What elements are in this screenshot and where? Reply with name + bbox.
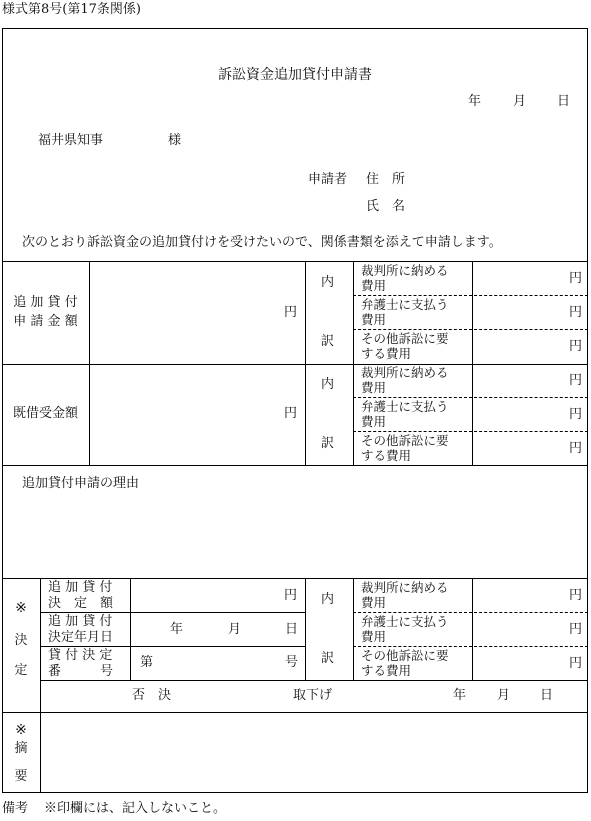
- section1-item1-yen: 円: [569, 271, 583, 286]
- addressee-honorific: 様: [168, 133, 182, 148]
- section2-item2-line2: 費用: [361, 414, 387, 429]
- section2-item3-line2: する費用: [361, 448, 412, 463]
- section1-label-line2: 申 請 金 額: [13, 314, 78, 329]
- section2-item3-line1: その他訴訟に要: [361, 433, 449, 448]
- footer-note: ※印欄には、記入しないこと。: [44, 801, 227, 816]
- section2-item1-line1: 裁判所に納める: [361, 365, 449, 380]
- section2-label: 既借受金額: [12, 406, 78, 421]
- decision-item2-line1: 弁護士に支払う: [361, 614, 449, 629]
- decision-date-month: 月: [228, 622, 242, 637]
- decision-date-day: 日: [285, 622, 299, 637]
- date-year-label: 年: [468, 94, 482, 109]
- date-month-label: 月: [513, 94, 527, 109]
- decision-bottom-month: 月: [497, 688, 511, 703]
- applicant-address-label: 住 所: [366, 172, 406, 187]
- remarks-char-2: 要: [14, 769, 28, 784]
- decision-date-year: 年: [170, 622, 184, 637]
- decision-dash-1: [353, 612, 588, 613]
- decision-row1-line1: 追 加 貸 付: [48, 580, 113, 595]
- decision-breakdown-top: 内: [321, 592, 335, 607]
- section1-item2-line2: 費用: [361, 312, 387, 327]
- decision-reject-label: 否 決: [132, 688, 172, 703]
- form-title: 訴訟資金追加貸付申請書: [218, 67, 372, 83]
- decision-item2-line2: 費用: [361, 629, 387, 644]
- section2-breakdown-top: 内: [321, 377, 335, 392]
- decision-withdraw-label: 取下げ: [293, 688, 333, 703]
- section1-item3-yen: 円: [569, 339, 583, 354]
- decision-row3-line1: 貸 付 決 定: [48, 648, 113, 663]
- decision-item1-line1: 裁判所に納める: [361, 580, 449, 595]
- decision-number-suffix: 号: [285, 655, 299, 670]
- section2-item1-yen: 円: [569, 373, 583, 388]
- footer-label: 備考: [2, 801, 29, 816]
- section2-total-yen: 円: [284, 406, 298, 421]
- decision-row1-line2: 決 定 額: [48, 596, 114, 611]
- section1-breakdown-bottom: 訳: [321, 334, 335, 349]
- rule-decision-amount-col: [305, 578, 306, 680]
- decision-amount-yen: 円: [284, 588, 298, 603]
- decision-bottom-year: 年: [453, 688, 467, 703]
- section1-total-yen: 円: [284, 305, 298, 320]
- rule-decision-row3: [40, 680, 588, 681]
- section2-item1-line2: 費用: [361, 380, 387, 395]
- rule-decision-label-col: [130, 578, 131, 680]
- rule-label-col: [89, 261, 90, 465]
- remarks-marker: ※: [15, 722, 27, 738]
- section2-item2-yen: 円: [569, 407, 583, 422]
- rule-amount-col: [305, 261, 306, 465]
- rule-decision-expense-col: [472, 578, 473, 680]
- decision-item1-yen: 円: [569, 588, 583, 603]
- rule-decision-row1: [40, 612, 305, 613]
- form-number: 様式第8号(第17条関係): [2, 2, 141, 17]
- rule-decision-row2: [40, 646, 305, 647]
- section1-item2-line1: 弁護士に支払う: [361, 297, 449, 312]
- rule-section2-bottom: [2, 465, 588, 466]
- section2-dash-1: [353, 397, 588, 398]
- rule-remarks-top: [2, 712, 588, 713]
- applicant-name-label: 氏 名: [366, 199, 406, 214]
- reason-label: 追加貸付申請の理由: [22, 476, 140, 491]
- decision-char-2: 定: [14, 663, 28, 678]
- rule-decision-top: [2, 578, 588, 579]
- decision-dash-2: [353, 646, 588, 647]
- decision-item3-yen: 円: [569, 656, 583, 671]
- remarks-char-1: 摘: [14, 741, 28, 756]
- section1-item1-line1: 裁判所に納める: [361, 263, 449, 278]
- intro-text: 次のとおり訴訟資金の追加貸付けを受けたいので、関係書類を添えて申請します。: [22, 235, 502, 250]
- rule-remarks-marker-col: [40, 712, 41, 793]
- decision-item1-line2: 費用: [361, 595, 387, 610]
- section1-dash-2: [353, 329, 588, 330]
- section1-label-line1: 追 加 貸 付: [13, 295, 78, 310]
- section1-breakdown-top: 内: [321, 275, 335, 290]
- section1-item3-line1: その他訴訟に要: [361, 331, 449, 346]
- applicant-label: 申請者: [308, 172, 348, 187]
- decision-row3-line2: 番 号: [48, 664, 114, 679]
- decision-item3-line2: する費用: [361, 663, 412, 678]
- section2-item3-yen: 円: [569, 441, 583, 456]
- rule-decision-breakdown-col: [353, 578, 354, 680]
- section2-breakdown-bottom: 訳: [321, 436, 335, 451]
- rule-breakdown-col: [353, 261, 354, 465]
- decision-row2-line1: 追 加 貸 付: [48, 614, 113, 629]
- decision-breakdown-bottom: 訳: [321, 651, 335, 666]
- rule-expense-col: [472, 261, 473, 465]
- decision-char-1: 決: [14, 633, 28, 648]
- decision-marker: ※: [15, 600, 27, 616]
- date-day-label: 日: [557, 94, 571, 109]
- addressee-name: 福井県知事: [38, 133, 104, 148]
- section2-dash-2: [353, 431, 588, 432]
- section1-dash-1: [353, 295, 588, 296]
- section1-item2-yen: 円: [569, 305, 583, 320]
- decision-item3-line1: その他訴訟に要: [361, 648, 449, 663]
- rule-decision-marker-col: [40, 578, 41, 712]
- decision-item2-yen: 円: [569, 622, 583, 637]
- section1-item1-line2: 費用: [361, 278, 387, 293]
- decision-number-prefix: 第: [140, 655, 154, 670]
- decision-row2-line2: 決定年月日: [48, 630, 114, 645]
- decision-bottom-day: 日: [540, 688, 554, 703]
- section1-item3-line2: する費用: [361, 346, 412, 361]
- section2-item2-line1: 弁護士に支払う: [361, 399, 449, 414]
